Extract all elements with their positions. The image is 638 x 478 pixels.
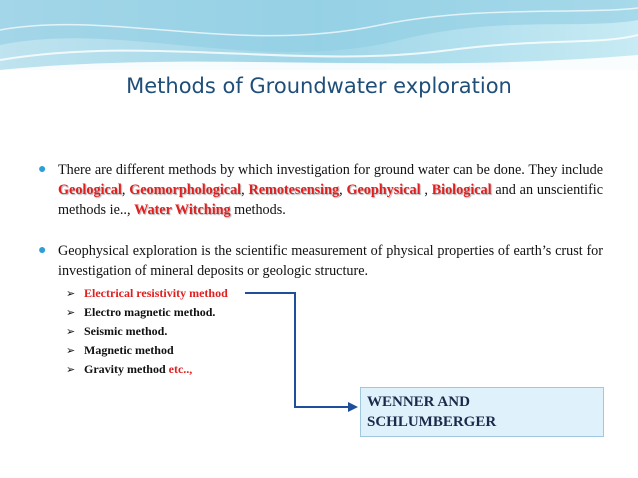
list-item-electro-magnetic	[66, 305, 215, 320]
box-line-2: SCHLUMBERGER	[367, 414, 497, 430]
overview-lead-text: There are different methods by which investigation for ground water can be done. They include	[58, 162, 603, 178]
box-line-1: WENNER AND	[367, 394, 470, 410]
method-label: Electrical resistivity method	[84, 286, 228, 300]
list-item-seismic	[66, 324, 167, 339]
list-item-gravity	[66, 362, 192, 377]
method-label: Gravity method	[84, 362, 169, 376]
separator: ,	[420, 182, 432, 198]
method-geomorphological: Geomorphological	[129, 182, 242, 198]
separator: ,	[121, 182, 130, 198]
list-item-electrical-resistivity	[66, 286, 228, 301]
header-banner	[0, 0, 638, 70]
bullet-dot-icon: ●	[38, 162, 47, 177]
method-label: Electro magnetic method.	[84, 305, 216, 319]
method-biological: Biological	[431, 182, 492, 198]
arrow-bullet-icon: ➢	[66, 287, 76, 300]
arrow-bullet-icon: ➢	[66, 344, 76, 357]
method-label: Magnetic method	[84, 343, 174, 357]
method-geological: Geological	[58, 182, 122, 198]
overview-tail-text: methods.	[230, 202, 286, 218]
slide-title: Methods of Groundwater exploration	[126, 74, 512, 98]
resistivity-configurations-box	[360, 387, 604, 437]
separator: ,	[241, 182, 249, 198]
method-water-witching: Water Witching	[134, 202, 231, 218]
bullet-dot-icon: ●	[38, 243, 47, 258]
method-label: Seismic method.	[84, 324, 168, 338]
paragraph-methods-overview	[58, 160, 603, 220]
arrow-bullet-icon: ➢	[66, 306, 76, 319]
overview-mid-text: and an unscientific methods ie..,	[58, 182, 604, 218]
method-geophysical: Geophysical	[346, 182, 421, 198]
method-suffix: etc..,	[168, 362, 193, 376]
method-remotesensing: Remotesensing	[248, 182, 340, 198]
paragraph-geophysical-definition: Geophysical exploration is the scientific measurement of physical properties of earth’s crust for investigation of mineral deposits or geologic structure.	[58, 243, 603, 279]
arrow-bullet-icon: ➢	[66, 363, 76, 376]
arrow-bullet-icon: ➢	[66, 325, 76, 338]
list-item-magnetic	[66, 343, 174, 358]
separator: ,	[339, 182, 347, 198]
